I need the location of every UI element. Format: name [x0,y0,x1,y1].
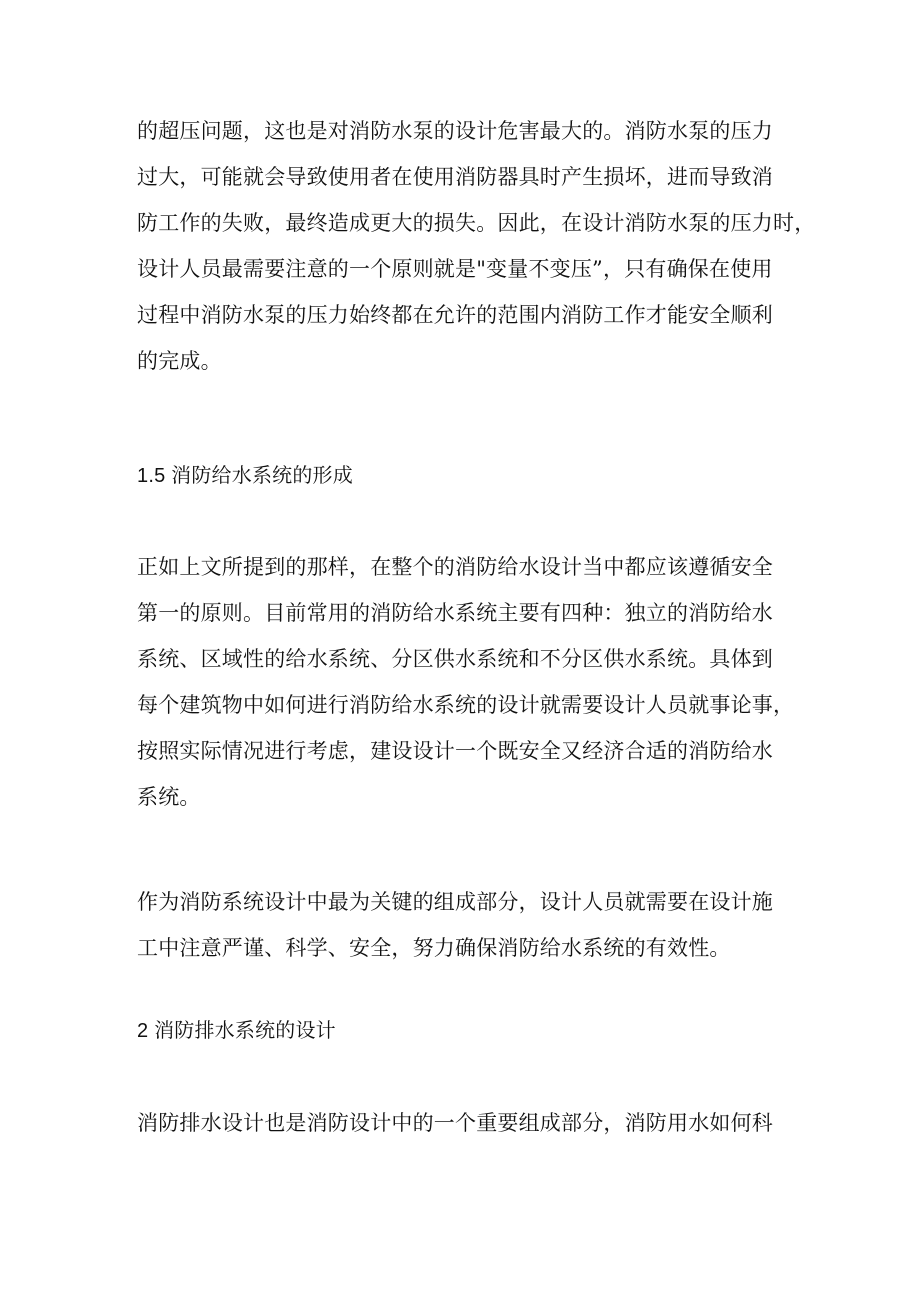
text-line: 设计人员最需要注意的一个原则就是"变量不变压”，只有确保在使用 [137,257,773,281]
text-line: 第一的原则。目前常用的消防给水系统主要有四种：独立的消防给水 [137,601,773,625]
text-line: 系统、区域性的给水系统、分区供水系统和不分区供水系统。具体到 [137,647,773,671]
text-line: 的超压问题，这也是对消防水泵的设计危害最大的。消防水泵的压力 [137,119,773,143]
text-line: 过程中消防水泵的压力始终都在允许的范围内消防工作才能安全顺利 [137,303,773,327]
text-line: 正如上文所提到的那样，在整个的消防给水设计当中都应该遵循安全 [137,555,773,579]
paragraph-key-component [137,879,797,971]
text-line: 工中注意严谨、科学、安全，努力确保消防给水系统的有效性。 [137,936,731,960]
text-line: 防工作的失败，最终造成更大的损失。因此，在设计消防水泵的压力时， [137,211,816,235]
text-line: 按照实际情况进行考虑，建设设计一个既安全又经济合适的消防给水 [137,739,773,763]
text-line: 作为消防系统设计中最为关键的组成部分，设计人员就需要在设计施 [137,890,773,914]
paragraph-water-supply-systems [137,544,797,820]
text-line: 每个建筑物中如何进行消防给水系统的设计就需要设计人员就事论事， [137,693,795,717]
paragraph-pump-pressure [137,108,816,384]
text-line: 系统。 [137,785,201,809]
text-line: 的完成。 [137,349,222,373]
text-line: 过大，可能就会导致使用者在使用消防器具时产生损坏，进而导致消 [137,165,773,189]
paragraph-drainage-design [137,1100,797,1146]
section-heading-1-5 [137,456,797,496]
section-heading-2 [137,1011,797,1051]
section-heading-text: 1.5 消防给水系统的形成 [137,465,353,487]
text-line: 消防排水设计也是消防设计中的一个重要组成部分，消防用水如何科 [137,1111,773,1135]
section-heading-text: 2 消防排水系统的设计 [137,1020,336,1042]
